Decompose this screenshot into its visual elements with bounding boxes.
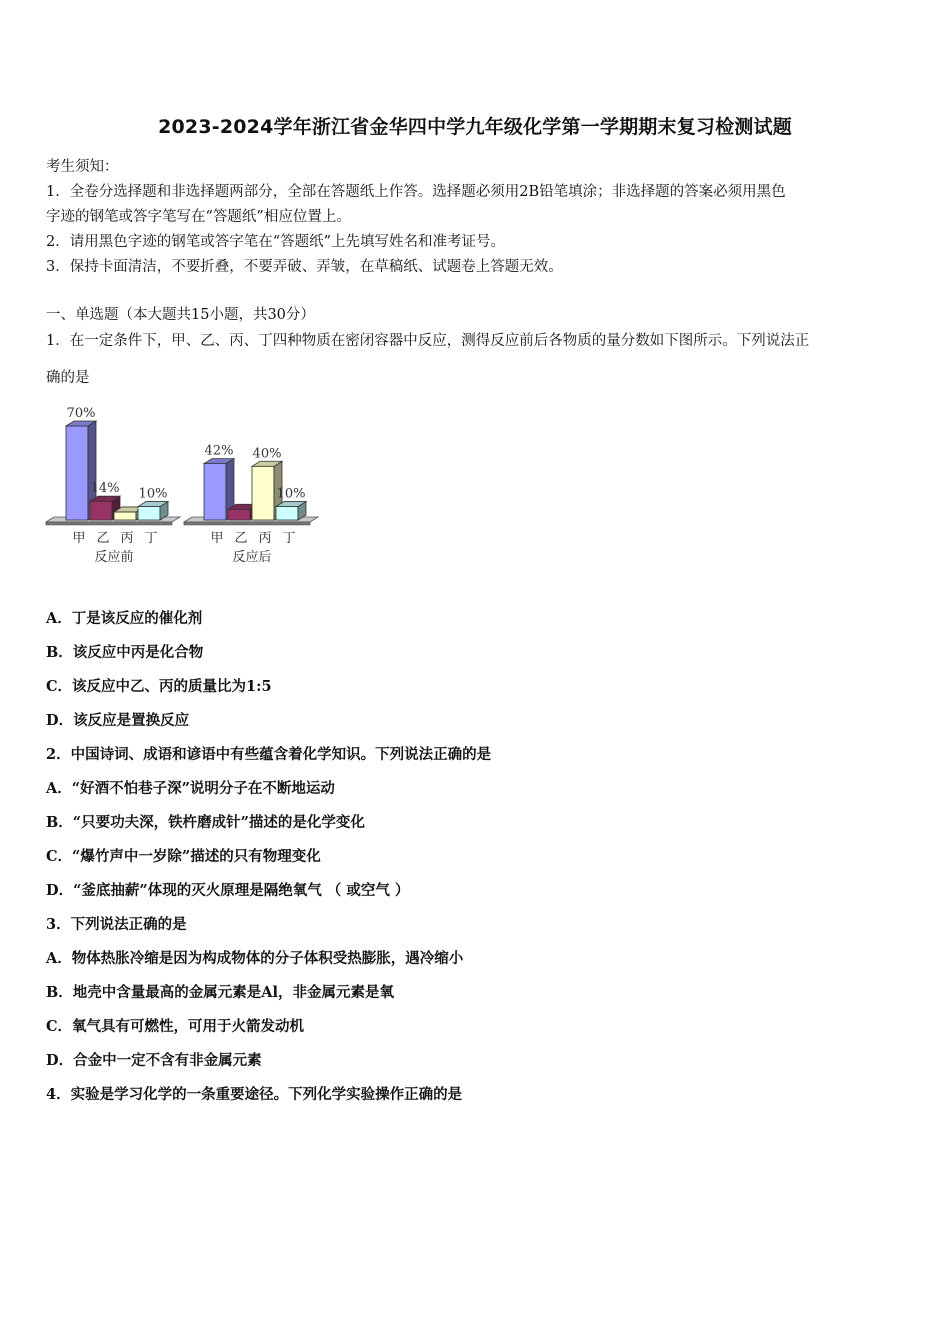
question-4-stem: 4．实验是学习化学的一条重要途径。下列化学实验操作正确的是	[46, 1086, 463, 1103]
bar-front	[114, 512, 136, 520]
bar-front	[90, 501, 112, 520]
data-label: 10%	[138, 486, 168, 502]
category-label: 甲	[210, 531, 224, 546]
data-label: 14%	[90, 481, 120, 497]
bar-front	[138, 507, 160, 520]
bar-front	[228, 509, 250, 520]
section-heading: 一、单选题（本大题共15小题，共30分）	[46, 307, 315, 323]
q1-option-b[interactable]: B．该反应中丙是化合物	[46, 644, 204, 661]
q2-option-d[interactable]: D．“釜底抽薪”体现的灭火原理是隔绝氧气 （ 或空气 ）	[46, 882, 410, 899]
page-title: 2023-2024学年浙江省金华四中学九年级化学第一学期期末复习检测试题	[158, 116, 792, 138]
question-3-stem: 3．下列说法正确的是	[46, 916, 187, 933]
q3-option-b[interactable]: B．地壳中含量最高的金属元素是Al，非金属元素是氧	[46, 984, 395, 1001]
question-1-stem-cont: 确的是	[46, 370, 90, 386]
chart-floor-edge	[46, 522, 172, 525]
category-label: 丁	[282, 531, 296, 546]
q1-option-c[interactable]: C．该反应中乙、丙的质量比为1:5	[46, 678, 272, 695]
data-label: 70%	[66, 406, 96, 421]
notice-item: 字迹的钢笔或答字笔写在“答题纸”相应位置上。	[46, 209, 351, 225]
category-label: 丙	[120, 531, 134, 546]
q3-option-d[interactable]: D．合金中一定不含有非金属元素	[46, 1052, 262, 1069]
notice-item: 1．全卷分选择题和非选择题两部分，全部在答题纸上作答。选择题必须用2B铅笔填涂；非选择题的答案必须用黑色	[46, 184, 786, 200]
q2-option-a[interactable]: A．“好酒不怕巷子深”说明分子在不断地运动	[46, 780, 335, 797]
notice-heading: 考生须知：	[46, 159, 119, 175]
category-label: 丙	[258, 531, 272, 546]
data-label: 10%	[276, 486, 306, 502]
bar-front	[276, 507, 298, 520]
q2-option-c[interactable]: C．“爆竹声中一岁除”描述的只有物理变化	[46, 848, 321, 865]
data-label: 42%	[204, 443, 234, 459]
category-label: 乙	[234, 531, 248, 546]
q3-option-a[interactable]: A．物体热胀冷缩是因为构成物体的分子体积受热膨胀，遇冷缩小	[46, 950, 464, 967]
chart-floor-edge	[184, 522, 310, 525]
q1-option-a[interactable]: A．丁是该反应的催化剂	[46, 610, 203, 627]
notice-item: 3．保持卡面清洁，不要折叠，不要弄破、弄皱，在草稿纸、试题卷上答题无效。	[46, 259, 563, 275]
category-label: 乙	[96, 531, 110, 546]
q2-option-b[interactable]: B．“只要功夫深，铁杵磨成针”描述的是化学变化	[46, 814, 365, 831]
question-2-stem: 2．中国诗词、成语和谚语中有些蕴含着化学知识。下列说法正确的是	[46, 746, 492, 763]
group-label: 反应前	[94, 550, 134, 565]
group-label: 反应后	[232, 550, 272, 565]
bar-front	[66, 426, 88, 520]
q3-option-c[interactable]: C．氧气具有可燃性，可用于火箭发动机	[46, 1018, 305, 1035]
q1-option-d[interactable]: D．该反应是置换反应	[46, 712, 190, 729]
mass-fraction-bar-chart	[40, 398, 350, 573]
category-label: 丁	[144, 531, 158, 546]
notice-item: 2．请用黑色字迹的钢笔或答字笔在“答题纸”上先填写姓名和准考证号。	[46, 234, 506, 250]
question-1-stem: 1．在一定条件下，甲、乙、丙、丁四种物质在密闭容器中反应，测得反应前后各物质的量分数如下图所示。下列说法正	[46, 333, 810, 349]
bar-front	[252, 466, 274, 520]
category-label: 甲	[72, 531, 86, 546]
data-label: 40%	[252, 446, 282, 462]
bar-front	[204, 464, 226, 520]
